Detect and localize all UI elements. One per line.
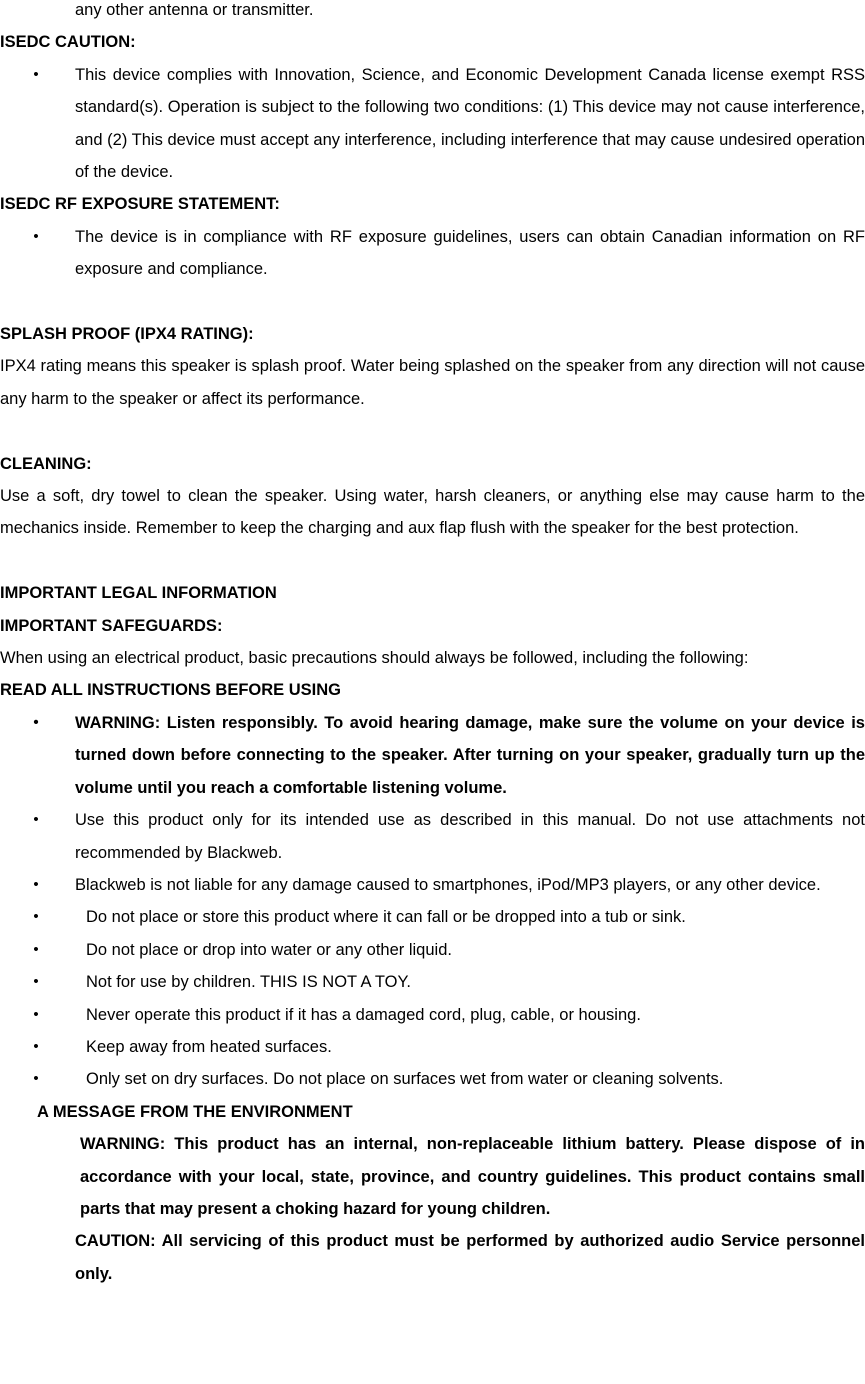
environment-warning: WARNING: This product has an internal, non-replaceable lithium battery. Please dispose of in accordance with your local, state, province, and country guidelines. This product contains small parts that may present a choking hazard for young children. xyxy=(80,1135,865,1218)
safeguards-list-b xyxy=(0,901,865,1095)
bullet-icon: • xyxy=(33,227,39,245)
cleaning-heading: CLEANING: xyxy=(0,454,92,473)
bullet-icon: • xyxy=(33,875,39,893)
bullet-icon: • xyxy=(33,713,39,731)
environment-heading: A MESSAGE FROM THE ENVIRONMENT xyxy=(37,1102,353,1121)
safeguards-list-a xyxy=(0,707,865,901)
list-item xyxy=(0,59,865,189)
list-item xyxy=(0,934,865,966)
spacer xyxy=(0,415,865,447)
safeguards-heading: IMPORTANT SAFEGUARDS: xyxy=(0,616,223,635)
bullet-icon: • xyxy=(33,940,39,958)
list-item xyxy=(0,1063,865,1095)
bullet-icon: • xyxy=(33,1037,39,1055)
isedc-caution-heading: ISEDC CAUTION: xyxy=(0,33,136,52)
list-item-text: Do not place or store this product where it can fall or be dropped into a tub or sink. xyxy=(86,908,686,927)
bullet-icon: • xyxy=(33,1005,39,1023)
safeguards-intro: When using an electrical product, basic precautions should always be followed, including the following: xyxy=(0,649,749,668)
spacer xyxy=(0,545,865,577)
list-item xyxy=(0,901,865,933)
list-item xyxy=(0,966,865,998)
legal-heading: IMPORTANT LEGAL INFORMATION xyxy=(0,584,277,603)
list-item-text: Only set on dry surfaces. Do not place on surfaces wet from water or cleaning solvents. xyxy=(86,1070,724,1089)
list-item-text: Blackweb is not liable for any damage caused to smartphones, iPod/MP3 players, or any other device. xyxy=(75,875,821,894)
list-item xyxy=(0,1031,865,1063)
environment-caution: CAUTION: All servicing of this product must be performed by authorized audio Service personnel only. xyxy=(75,1232,865,1283)
list-item xyxy=(0,221,865,286)
spacer xyxy=(0,286,865,318)
list-item xyxy=(0,999,865,1031)
bullet-icon: • xyxy=(33,1070,39,1088)
splash-heading: SPLASH PROOF (IPX4 RATING): xyxy=(0,325,254,344)
list-item-text: Keep away from heated surfaces. xyxy=(86,1037,332,1056)
list-item xyxy=(0,804,865,869)
warning-text: WARNING: Listen responsibly. To avoid hearing damage, make sure the volume on your device is turned down before connecting to the speaker. After turning on your speaker, gradually turn up the volume until you reach a comfortable listening volume. xyxy=(75,713,865,797)
bullet-icon: • xyxy=(33,973,39,991)
isedc-rf-heading: ISEDC RF EXPOSURE STATEMENT: xyxy=(0,195,280,214)
list-item-text: Use this product only for its intended use as described in this manual. Do not use attachments not recommended by Blackweb. xyxy=(75,811,865,862)
read-all-heading: READ ALL INSTRUCTIONS BEFORE USING xyxy=(0,681,342,700)
list-item xyxy=(0,869,865,901)
list-item xyxy=(0,707,865,804)
bullet-icon: • xyxy=(33,65,39,83)
list-item-text: Do not place or drop into water or any other liquid. xyxy=(86,940,452,959)
bullet-icon: • xyxy=(33,811,39,829)
isedc-caution-list xyxy=(0,59,865,189)
list-item-text: Never operate this product if it has a damaged cord, plug, cable, or housing. xyxy=(86,1005,641,1024)
intro-fragment: any other antenna or transmitter. xyxy=(75,1,314,19)
bullet-icon: • xyxy=(33,908,39,926)
splash-body: IPX4 rating means this speaker is splash proof. Water being splashed on the speaker from any direction will not cause any harm to the speaker or affect its performance. xyxy=(0,357,865,408)
isedc-caution-text: This device complies with Innovation, Science, and Economic Development Canada license exempt RSS standard(s). Operation is subject to the following two conditions: (1) This device may not cause interference, and (2) This device must accept any interference, including interference that may cause undesired operation of the device. xyxy=(75,65,865,182)
isedc-rf-list xyxy=(0,221,865,286)
isedc-rf-text: The device is in compliance with RF exposure guidelines, users can obtain Canadian information on RF exposure and compliance. xyxy=(75,227,865,279)
cleaning-body: Use a soft, dry towel to clean the speaker. Using water, harsh cleaners, or anything else may cause harm to the mechanics inside. Remember to keep the charging and aux flap flush with the speaker for the best protection. xyxy=(0,487,865,538)
list-item-text: Not for use by children. THIS IS NOT A TOY. xyxy=(86,973,411,992)
